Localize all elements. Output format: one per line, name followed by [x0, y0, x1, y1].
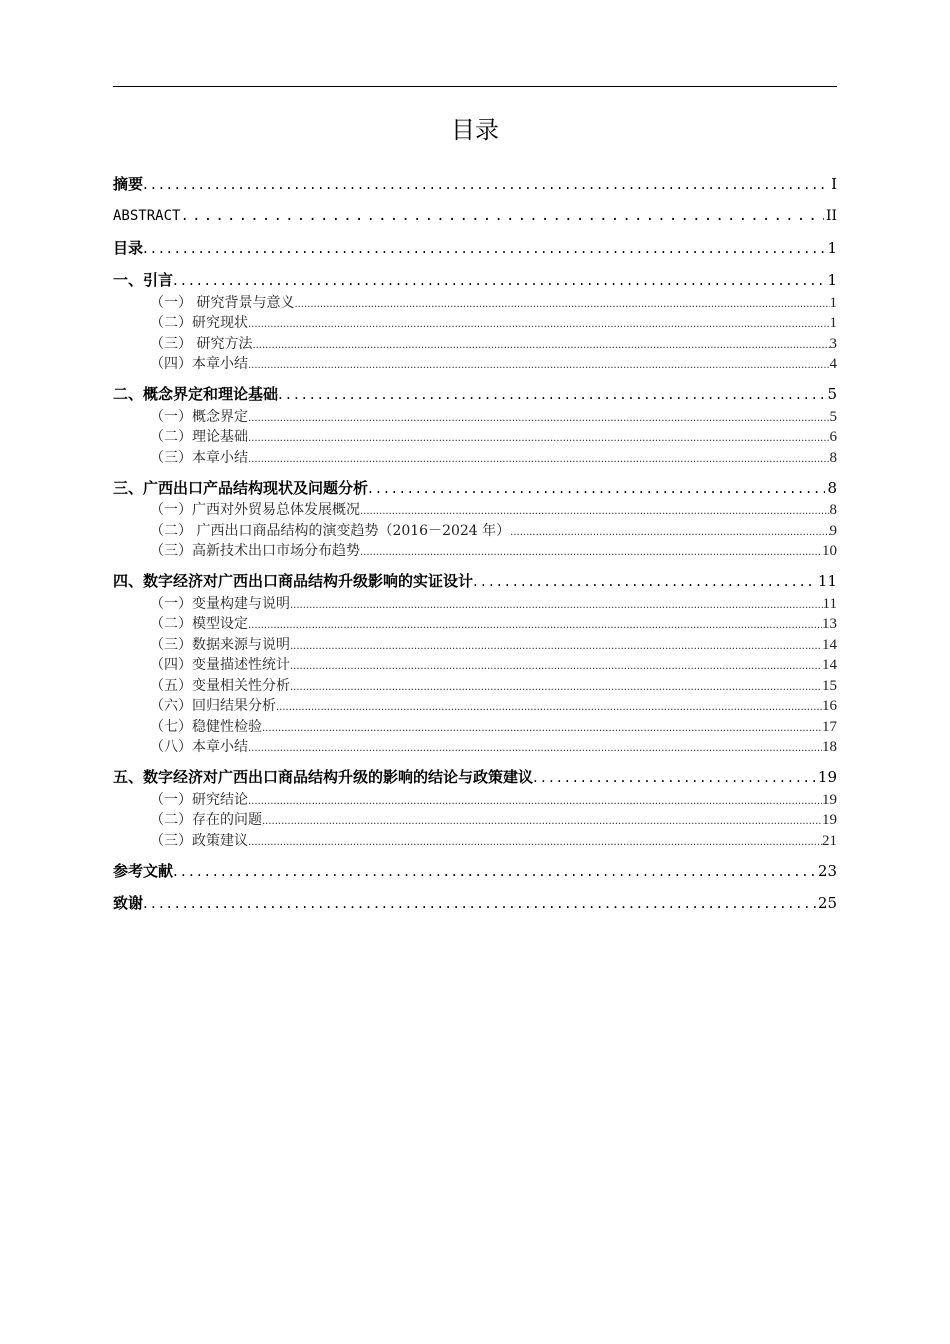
toc-entry-chapter-5[interactable]: [113, 767, 837, 787]
dot-leader: [180, 206, 824, 226]
toc-entry-label: （一） 研究背景与意义: [150, 295, 295, 311]
toc-entry-label: 二、概念界定和理论基础: [113, 385, 279, 403]
dot-leader: [143, 893, 816, 913]
toc-page-number: 14: [822, 657, 837, 673]
toc-entry-label: （三）本章小结: [150, 450, 248, 466]
dot-leader: [248, 791, 822, 811]
toc-entry-section[interactable]: [150, 542, 837, 562]
dot-leader: [290, 636, 822, 656]
toc-entry-section[interactable]: [150, 595, 837, 615]
toc-page-number: 3: [829, 336, 837, 352]
toc-entry-section[interactable]: [150, 811, 837, 831]
toc-entry-label: （三）数据来源与说明: [150, 637, 290, 653]
toc-entry-label: （二）理论基础: [150, 429, 248, 445]
dot-leader: [276, 697, 822, 717]
toc-entry-chapter-1[interactable]: [113, 270, 837, 290]
toc-page-number: 13: [822, 616, 837, 632]
toc-page-number: 25: [817, 894, 837, 912]
toc-entry-label: （七）稳健性检验: [150, 719, 262, 735]
toc-entry-section[interactable]: [150, 428, 837, 448]
toc-page-number: 8: [829, 502, 837, 518]
toc-entry-section[interactable]: [150, 615, 837, 635]
header-rule: [113, 86, 837, 87]
toc-page-number: 8: [827, 479, 837, 497]
toc-entry-label: 参考文献: [113, 862, 174, 880]
toc-page-number: II: [825, 208, 837, 224]
dot-leader: [248, 355, 830, 375]
toc-entry-label: （二）存在的问题: [150, 812, 262, 828]
toc-page-number: 19: [817, 768, 837, 786]
toc-entry-label: ABSTRACT: [113, 208, 181, 224]
dot-leader: [278, 384, 825, 404]
dot-leader: [290, 677, 822, 697]
dot-leader: [473, 571, 816, 591]
toc-entry-label: （三）高新技术出口市场分布趋势: [150, 543, 360, 559]
toc-page-number: 10: [822, 543, 837, 559]
page-title: 目录: [451, 116, 499, 144]
toc-entry-section[interactable]: [150, 832, 837, 852]
toc-entry-section[interactable]: [150, 636, 837, 656]
toc-entry-label: （四）本章小结: [150, 356, 248, 372]
toc-entry-label: （一）概念界定: [150, 409, 248, 425]
dot-leader: [360, 542, 822, 562]
dot-leader: [252, 335, 829, 355]
dot-leader: [143, 238, 825, 258]
toc-entry-chapter-4[interactable]: [113, 571, 837, 591]
toc-entry-section[interactable]: [150, 791, 837, 811]
toc-page-number: 16: [822, 698, 837, 714]
toc-entry-label: （六）回归结果分析: [150, 698, 276, 714]
dot-leader: [360, 501, 830, 521]
toc-entry-section[interactable]: [150, 677, 837, 697]
toc-page-number: 19: [822, 792, 837, 808]
toc-entry-section[interactable]: [150, 408, 837, 428]
dot-leader: [262, 811, 822, 831]
dot-leader: [294, 294, 829, 314]
toc-page-number: 11: [822, 596, 837, 612]
dot-leader: [290, 595, 823, 615]
toc-entry-label: （二） 广西出口商品结构的演变趋势（2016－2024 年）: [150, 523, 511, 539]
toc-page-number: 23: [817, 862, 837, 880]
dot-leader: [173, 270, 825, 290]
toc-entry-section[interactable]: [150, 656, 837, 676]
dot-leader: [533, 767, 816, 787]
toc-entry-label: 摘要: [113, 175, 144, 193]
toc-page-number: 21: [822, 833, 837, 849]
toc-entry-label: 一、引言: [113, 271, 174, 289]
toc-entry-section[interactable]: [150, 449, 837, 469]
dot-leader: [143, 174, 829, 194]
toc-entry-acknowledgements[interactable]: [113, 893, 837, 913]
toc-page-number: 5: [827, 385, 837, 403]
dot-leader: [248, 428, 830, 448]
dot-leader: [248, 615, 822, 635]
toc-entry-contents[interactable]: [113, 238, 837, 258]
toc-entry-section[interactable]: [150, 314, 837, 334]
toc-entry-label: （二）研究现状: [150, 315, 248, 331]
toc-entry-section[interactable]: [150, 718, 837, 738]
toc-entry-label: （四）变量描述性统计: [150, 657, 290, 673]
dot-leader: [290, 656, 822, 676]
dot-leader: [510, 522, 829, 542]
toc-entry-section[interactable]: [150, 697, 837, 717]
dot-leader: [368, 478, 825, 498]
toc-entry-section[interactable]: [150, 522, 837, 542]
toc-entry-label: （一）广西对外贸易总体发展概况: [150, 502, 360, 518]
toc-page-number: 6: [829, 429, 837, 445]
toc-page-number: 9: [829, 523, 837, 539]
toc-page-number: 1: [829, 315, 837, 331]
toc-page-number: 1: [829, 295, 837, 311]
toc-entry-label: （八）本章小结: [150, 739, 248, 755]
toc-page-number: 14: [822, 637, 837, 653]
toc-entry-label: 五、数字经济对广西出口商品结构升级的影响的结论与政策建议: [113, 768, 534, 786]
toc-page-number: 11: [817, 572, 837, 590]
toc-entry-section[interactable]: [150, 355, 837, 375]
toc-entry-label: （三） 研究方法: [150, 336, 253, 352]
toc-page-number: 1: [827, 271, 837, 289]
toc-entry-chapter-3[interactable]: [113, 478, 837, 498]
toc-entry-abstract-en[interactable]: [113, 206, 837, 226]
toc-entry-section[interactable]: [150, 738, 837, 758]
toc-entry-label: （二）模型设定: [150, 616, 248, 632]
toc-entry-section[interactable]: [150, 294, 837, 314]
dot-leader: [248, 314, 830, 334]
toc-page-number: 4: [829, 356, 837, 372]
toc-page-number: 19: [822, 812, 837, 828]
toc-entry-section[interactable]: [150, 335, 837, 355]
toc-entry-label: 三、广西出口产品结构现状及问题分析: [113, 479, 369, 497]
toc-entry-references[interactable]: [113, 861, 837, 881]
dot-leader: [173, 861, 816, 881]
toc-entry-label: （一）变量构建与说明: [150, 596, 290, 612]
toc-entry-label: 致谢: [113, 894, 144, 912]
toc-page-number: 15: [822, 678, 837, 694]
toc-entry-label: （一）研究结论: [150, 792, 248, 808]
dot-leader: [248, 449, 830, 469]
toc-entry-label: 目录: [113, 239, 144, 257]
toc-entry-section[interactable]: [150, 501, 837, 521]
toc-page-number: 18: [822, 739, 837, 755]
toc-page-number: I: [831, 175, 837, 193]
dot-leader: [248, 408, 830, 428]
toc-entry-label: 四、数字经济对广西出口商品结构升级影响的实证设计: [113, 572, 474, 590]
dot-leader: [248, 738, 822, 758]
toc-page-number: 17: [822, 719, 837, 735]
toc-page-number: 8: [829, 450, 837, 466]
toc-entry-label: （三）政策建议: [150, 833, 248, 849]
toc-entry-chapter-2[interactable]: [113, 384, 837, 404]
toc-entry-label: （五）变量相关性分析: [150, 678, 290, 694]
dot-leader: [262, 718, 822, 738]
toc-page-number: 1: [827, 239, 837, 257]
dot-leader: [248, 832, 822, 852]
toc-entry-abstract-cn[interactable]: [113, 174, 837, 194]
toc-page-number: 5: [829, 409, 837, 425]
